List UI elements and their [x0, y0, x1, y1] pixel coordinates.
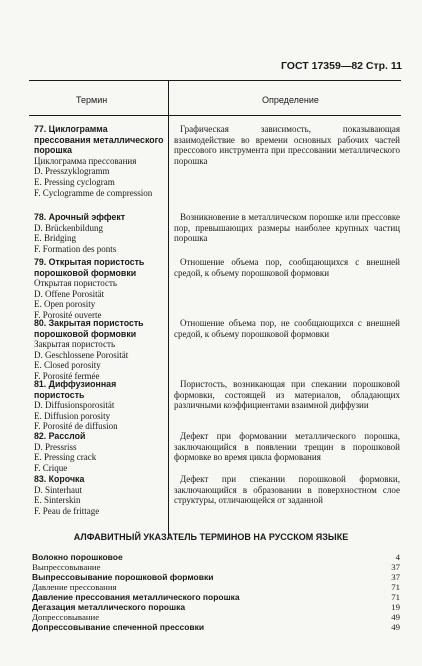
term-german: D. Offene Porosität: [34, 288, 105, 299]
term-english: E. Pressing cyclogram: [34, 176, 115, 187]
index-row: [32, 572, 400, 582]
index-row: [32, 612, 400, 622]
index-row: [32, 562, 400, 572]
term-title: 82. Расслой: [34, 431, 86, 441]
term-english: E. Open porosity: [34, 299, 96, 310]
index-page: 71: [391, 592, 400, 602]
definition-83: Дефект при спекании порошковой формовки, заключающийся в образовании в поверхностном слое структуры, отличающейся от заданной: [174, 474, 400, 506]
term-french: F. Formation des ponts: [34, 243, 117, 254]
term-german: D. Presszyklogramm: [34, 166, 110, 177]
term-english: E. Pressing crack: [34, 452, 97, 463]
table-top-rule: [29, 80, 401, 81]
term-entry-83: [34, 474, 164, 516]
index-term: Давление прессования: [32, 582, 117, 592]
index-term: Давление прессования металлического порошка: [32, 592, 240, 602]
index-page: 49: [391, 612, 400, 622]
index-term: Выпрессовывание порошковой формовки: [32, 572, 214, 582]
term-entry-77: [34, 124, 164, 198]
definition-81: Пористость, возникающая при спекании порошковой формовки, состоящей из материалов, обладающих различными коэффициентами взаимной диффузии: [174, 379, 400, 411]
term-title: 77. Циклограмма прессования металлического порошка: [34, 124, 164, 156]
term-english: E. Closed porosity: [34, 360, 101, 371]
definition-column-header: Определение: [262, 95, 319, 105]
definition-82: Дефект при формовании металлического порошка, заключающийся в появлении трещин в порошковой формовке во время цикла формования: [174, 431, 400, 463]
term-french: F. Peau de frittage: [34, 505, 100, 516]
index-row: [32, 622, 400, 632]
index-term: Выпрессовывание: [32, 562, 101, 572]
term-entry-82: [34, 431, 164, 473]
index-page: 37: [391, 572, 400, 582]
term-english: E. Sinterskin: [34, 495, 81, 506]
index-page: 49: [391, 622, 400, 632]
term-german: D. Geschlossene Porosität: [34, 349, 129, 360]
definition-78: Возникновение в металлическом порошке или прессовке пор, превышающих размеры наиболее крупных частиц порошка: [174, 212, 400, 244]
term-title: 83. Корочка: [34, 474, 85, 484]
term-french: F. Crique: [34, 462, 68, 473]
index-term: Допрессовывание спеченной прессовки: [32, 622, 205, 632]
definition-80: Отношение объема пор, не сообщающихся с внешней средой, к объему порошковой формовки: [174, 318, 400, 339]
term-title: 79. Открытая пористость порошковой формовки: [34, 257, 145, 278]
term-french: F. Porosité ouverte: [34, 309, 102, 320]
term-german: D. Brückenbildung: [34, 222, 103, 233]
table-header-rule: [29, 115, 401, 116]
standard-reference: ГОСТ 17359—82 Стр. 11: [280, 60, 402, 72]
index-page: 37: [391, 562, 400, 572]
term-title: 78. Арочный эффект: [34, 212, 126, 222]
term-title: 80. Закрытая пористость порошковой формовки: [34, 318, 144, 339]
term-synonym: Закрытая пористость: [34, 339, 116, 350]
term-french: F. Porosité fermée: [34, 370, 100, 381]
index-row: [32, 592, 400, 602]
term-entry-79: [34, 257, 164, 321]
term-column-header: Термин: [76, 95, 108, 105]
term-synonym: Открытая пористость: [34, 278, 117, 289]
index-term: Допрессовывание: [32, 612, 100, 622]
term-german: D. Pressriss: [34, 441, 77, 452]
index-page: 71: [391, 582, 400, 592]
term-title: 81. Диффузионная пористость: [34, 379, 117, 400]
index-row: [32, 602, 400, 612]
index-row: [32, 552, 400, 562]
index-page: 4: [395, 552, 400, 562]
index-title: АЛФАВИТНЫЙ УКАЗАТЕЛЬ ТЕРМИНОВ НА РУССКОМ ЯЗЫКЕ: [73, 532, 349, 542]
term-entry-78: [34, 212, 164, 254]
index-row: [32, 582, 400, 592]
term-entry-80: [34, 318, 164, 382]
term-synonym: Циклограмма прессования: [34, 155, 137, 166]
term-english: E. Diffusion porosity: [34, 410, 111, 421]
column-divider: [168, 80, 169, 536]
term-french: F. Cyclogramme de compression: [34, 187, 153, 198]
index-page: 19: [391, 602, 400, 612]
term-entry-81: [34, 379, 164, 432]
definition-77: Графическая зависимость, показывающая взаимодействие во времени основных рабочих частей прессового инструмента при прессовании металлического порошка: [174, 124, 400, 166]
term-french: F. Porosité de diffusion: [34, 421, 118, 432]
term-german: D. Diffusionsporosität: [34, 400, 115, 411]
index-term: Дегазация металлического порошка: [32, 602, 186, 612]
definition-79: Отношение объема пор, сообщающихся с внешней средой, к объему порошковой формовки: [174, 257, 400, 278]
index-term: Волокно порошковое: [32, 552, 123, 562]
term-english: E. Bridging: [34, 233, 76, 244]
term-german: D. Sinterhaut: [34, 484, 82, 495]
